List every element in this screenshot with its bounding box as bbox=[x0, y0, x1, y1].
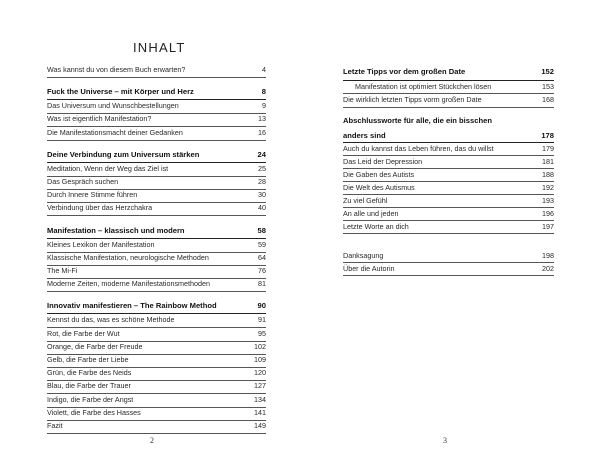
toc-entry-page: 81 bbox=[258, 279, 266, 289]
toc-entry bbox=[343, 208, 554, 219]
toc-heading bbox=[343, 66, 554, 77]
toc-entry-page: 141 bbox=[254, 407, 266, 417]
toc-entry-page: 109 bbox=[254, 355, 266, 364]
toc-entry-text: Verbindung über das Herzchakra bbox=[47, 203, 153, 213]
toc-heading-text: Manifestation – klassisch und modern bbox=[47, 225, 185, 235]
toc-entry-text: Durch Innere Stimme führen bbox=[47, 190, 138, 200]
toc-entry bbox=[343, 143, 554, 154]
toc-entry-text: Violett, die Farbe des Hasses bbox=[47, 407, 141, 417]
toc-entry-page: 149 bbox=[254, 421, 266, 430]
toc-entry-text: The Mi-Fi bbox=[47, 266, 78, 275]
toc-entry bbox=[47, 314, 266, 325]
toc-entry bbox=[47, 328, 266, 339]
toc-entry-text: Gelb, die Farbe der Liebe bbox=[47, 355, 129, 364]
divider bbox=[47, 433, 266, 434]
toc-heading bbox=[47, 86, 266, 97]
toc-entry-text: Die Manifestationsmacht deiner Gedanken bbox=[47, 127, 183, 137]
toc-entry-page: 76 bbox=[258, 266, 266, 275]
toc-entry-text: Kennst du das, was es schöne Methode bbox=[47, 315, 175, 325]
toc-heading-text: Innovativ manifestieren – The Rainbow Method bbox=[47, 301, 217, 311]
toc-entry-text: Über die Autorin bbox=[343, 264, 395, 273]
divider bbox=[47, 215, 266, 216]
toc-entry bbox=[343, 263, 554, 274]
toc-heading-text: Deine Verbindung zum Universum stärken bbox=[47, 149, 200, 159]
toc-entry-text: Zu viel Gefühl bbox=[343, 196, 388, 205]
toc-entry-page: 59 bbox=[258, 239, 266, 249]
toc-entry bbox=[343, 182, 554, 193]
toc-entry-text: Indigo, die Farbe der Angst bbox=[47, 394, 134, 404]
toc-heading bbox=[47, 300, 266, 311]
toc-entry-text: Was kannst du von diesem Buch erwarten? bbox=[47, 65, 186, 74]
toc-entry-text: Das Gespräch suchen bbox=[47, 177, 119, 186]
toc-entry-page: 202 bbox=[542, 264, 554, 273]
toc-heading-page: 8 bbox=[261, 87, 266, 97]
toc-entry-page: 134 bbox=[254, 394, 266, 404]
toc-entry-text: Was ist eigentlich Manifestation? bbox=[47, 114, 152, 124]
toc-entry-page: 102 bbox=[254, 341, 266, 351]
toc-entry-text: Fazit bbox=[47, 421, 63, 430]
toc-entry bbox=[47, 100, 266, 111]
divider bbox=[343, 107, 554, 108]
divider bbox=[343, 233, 554, 234]
toc-entry bbox=[343, 195, 554, 206]
toc-entry-page: 9 bbox=[262, 101, 266, 111]
toc-entry bbox=[343, 221, 554, 232]
toc-entry-text: Manifestation ist optimiert Stückchen lösen bbox=[355, 82, 492, 91]
toc-entry bbox=[47, 354, 266, 365]
toc-entry-page: 40 bbox=[258, 203, 266, 213]
toc-entry bbox=[47, 239, 266, 250]
toc-heading bbox=[47, 225, 266, 236]
toc-entry-page: 64 bbox=[258, 252, 266, 262]
toc-entry-text: Auch du kannst das Leben führen, das du willst bbox=[343, 144, 494, 153]
toc-entry bbox=[47, 202, 266, 213]
page-number-right: 3 bbox=[443, 436, 447, 445]
toc-entry-text: Danksagung bbox=[343, 251, 384, 260]
toc-entry-text: Die wirklich letzten Tipps vorm großen Date bbox=[343, 95, 482, 104]
toc-entry-page: 179 bbox=[542, 144, 554, 153]
toc-entry bbox=[47, 176, 266, 187]
toc-entry-page: 153 bbox=[542, 82, 554, 91]
toc-entry bbox=[47, 380, 266, 391]
toc-entry bbox=[47, 341, 266, 352]
toc-entry-text: Moderne Zeiten, moderne Manifestationsmethoden bbox=[47, 279, 211, 289]
toc-entry-text: Kleines Lexikon der Manifestation bbox=[47, 239, 155, 249]
toc-entry bbox=[47, 189, 266, 200]
toc-entry bbox=[343, 250, 554, 261]
toc-entry-page: 95 bbox=[258, 328, 266, 338]
toc-entry-page: 4 bbox=[262, 65, 266, 74]
toc-entry bbox=[47, 64, 266, 75]
toc-entry-page: 192 bbox=[542, 183, 554, 192]
toc-entry-page: 91 bbox=[258, 315, 266, 325]
toc-title: INHALT bbox=[133, 40, 186, 55]
toc-heading-text: Fuck the Universe – mit Körper und Herz bbox=[47, 87, 194, 97]
toc-entry-page: 28 bbox=[258, 177, 266, 186]
toc-heading-text: Letzte Tipps vor dem großen Date bbox=[343, 67, 466, 76]
toc-entry-page: 181 bbox=[542, 157, 554, 166]
toc-entry bbox=[47, 127, 266, 138]
toc-entry-text: Die Gaben des Autists bbox=[343, 170, 415, 179]
divider bbox=[47, 77, 266, 78]
toc-entry-page: 197 bbox=[542, 222, 554, 231]
toc-heading-page: 152 bbox=[541, 67, 554, 76]
toc-entry bbox=[343, 156, 554, 167]
toc-heading-page: 24 bbox=[257, 149, 266, 159]
toc-entry-page: 193 bbox=[542, 196, 554, 205]
toc-entry-text: Rot, die Farbe der Wut bbox=[47, 328, 120, 338]
toc-heading bbox=[343, 115, 554, 141]
toc-entry-page: 127 bbox=[254, 381, 266, 391]
toc-entry bbox=[343, 81, 554, 92]
toc-entry-page: 188 bbox=[542, 170, 554, 179]
toc-entry-text: Blau, die Farbe der Trauer bbox=[47, 381, 131, 391]
divider bbox=[47, 291, 266, 292]
divider bbox=[343, 275, 554, 276]
toc-entry-text: Letzte Worte an dich bbox=[343, 222, 409, 231]
toc-heading-text-line2: anders sind bbox=[343, 131, 386, 140]
toc-entry-text: Grün, die Farbe des Neids bbox=[47, 368, 132, 378]
toc-entry bbox=[47, 394, 266, 405]
toc-entry-page: 168 bbox=[542, 95, 554, 104]
toc-entry-page: 198 bbox=[542, 251, 554, 260]
toc-entry bbox=[343, 94, 554, 105]
toc-entry bbox=[343, 169, 554, 180]
toc-entry bbox=[47, 163, 266, 174]
toc-heading bbox=[47, 149, 266, 160]
toc-entry-page: 30 bbox=[258, 190, 266, 200]
toc-entry-text: Meditation, Wenn der Weg das Ziel ist bbox=[47, 163, 169, 173]
toc-entry bbox=[47, 407, 266, 418]
toc-entry bbox=[47, 265, 266, 276]
toc-heading-page: 58 bbox=[257, 225, 266, 235]
toc-heading-page: 178 bbox=[541, 131, 554, 140]
toc-entry-text: Die Welt des Autismus bbox=[343, 183, 415, 192]
toc-entry bbox=[47, 252, 266, 263]
toc-entry bbox=[47, 113, 266, 124]
toc-entry-text: Das Leid der Depression bbox=[343, 157, 423, 166]
right-page bbox=[300, 0, 600, 467]
toc-entry-text: Klassische Manifestation, neurologische Methoden bbox=[47, 252, 209, 262]
toc-entry-page: 196 bbox=[542, 209, 554, 218]
toc-entry-page: 13 bbox=[258, 114, 266, 124]
divider bbox=[47, 140, 266, 141]
toc-heading-page: 90 bbox=[257, 301, 266, 311]
toc-entry bbox=[47, 367, 266, 378]
toc-entry-page: 16 bbox=[258, 127, 266, 137]
toc-entry-text: An alle und jeden bbox=[343, 209, 399, 218]
toc-entry-page: 25 bbox=[258, 163, 266, 173]
toc-heading-text: Abschlussworte für alle, die ein bisschen bbox=[343, 116, 492, 125]
toc-entry bbox=[47, 420, 266, 431]
toc-entry-text: Orange, die Farbe der Freude bbox=[47, 341, 143, 351]
page-number-left: 2 bbox=[150, 436, 154, 445]
toc-entry-page: 120 bbox=[254, 368, 266, 378]
toc-entry-text: Das Universum und Wunschbestellungen bbox=[47, 101, 179, 111]
toc-entry bbox=[47, 278, 266, 289]
